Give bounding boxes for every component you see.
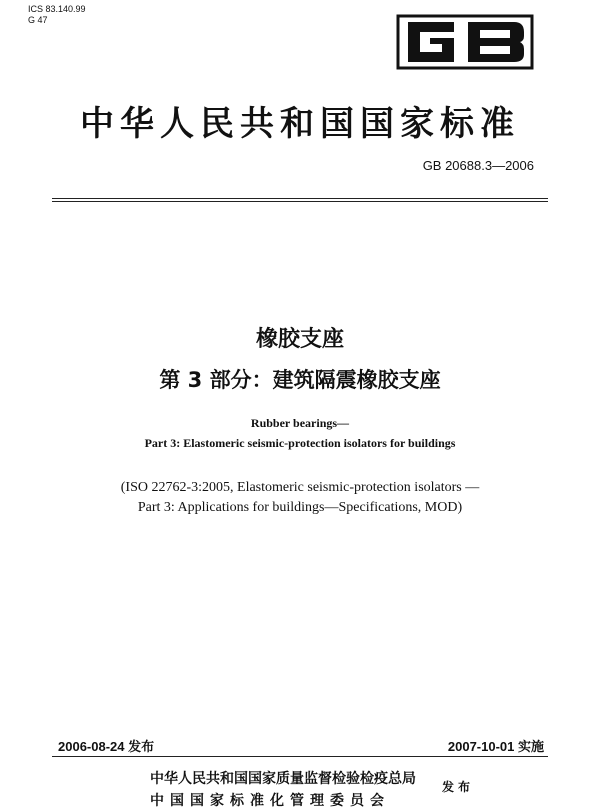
publish-label: 发布 [442,780,475,794]
standard-number: GB 20688.3—2006 [422,158,534,173]
standard-category-title: 中华人民共和国国家标准 [80,104,520,144]
document-title-en: Rubber bearings— [250,416,350,430]
document-title-zh: 橡胶支座 [255,327,344,352]
issue-date: 2006-08-24 发布 [58,739,155,754]
header-divider-second [52,201,548,202]
gb-logo [396,14,534,70]
classification-codes [28,4,86,26]
iso-reference-line-2: Part 3: Applications for buildings—Specifications, MOD) [137,500,463,515]
footer-divider [52,756,548,757]
implementation-date: 2007-10-01 实施 [447,739,544,754]
issuer-line-1: 中华人民共和国国家质量监督检验检疫总局 [150,771,416,787]
issuer-line-2: 中国国家标准化管理委员会 [150,793,390,809]
document-subtitle-zh: 第 3 部分：建筑隔震橡胶支座 [159,368,441,392]
header-divider [52,198,548,199]
ics-code: ICS 83.140.99 [28,4,86,14]
iso-reference-line-1: (ISO 22762-3:2005, Elastomeric seismic-protection isolators — [120,480,480,495]
document-subtitle-en: Part 3: Elastomeric seismic-protection isolators for buildings [144,436,456,450]
ccs-code: G 47 [28,15,48,25]
